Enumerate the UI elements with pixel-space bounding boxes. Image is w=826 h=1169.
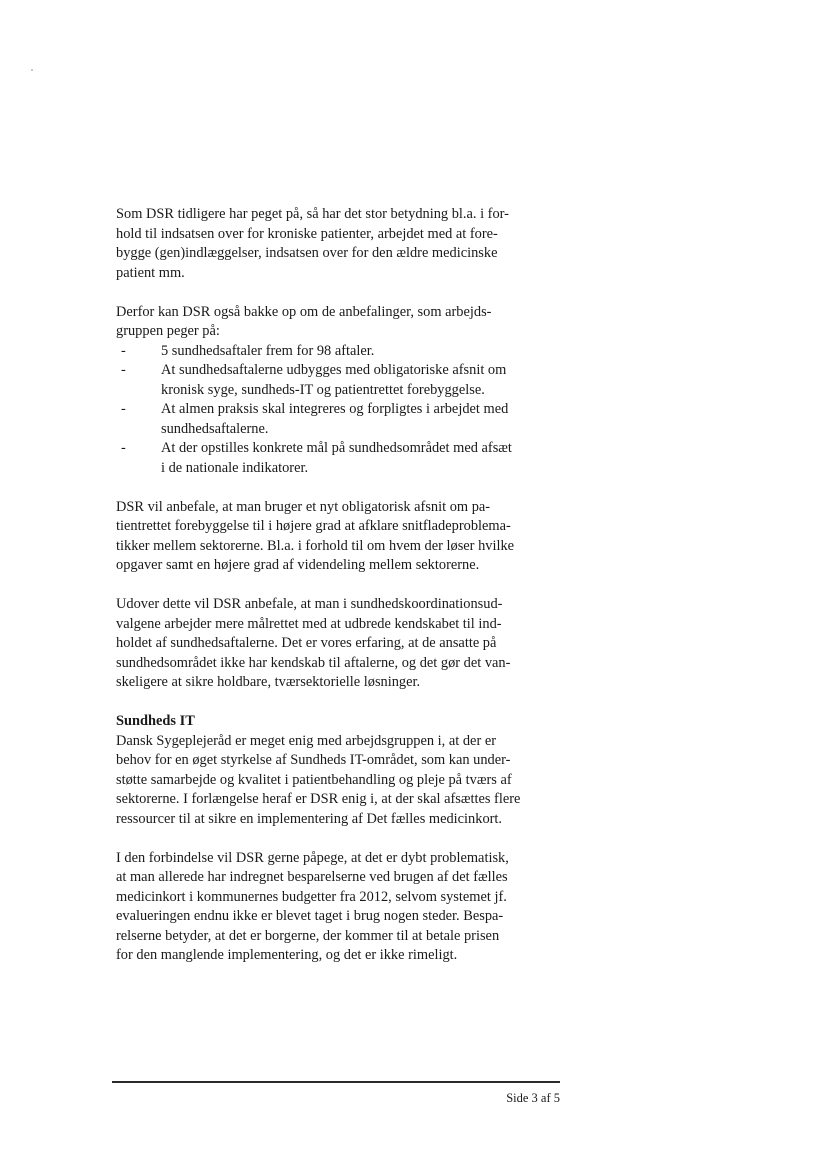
list-item-text: At almen praksis skal integreres og forpligtes i arbejdet med (161, 401, 509, 417)
list-item (116, 400, 566, 439)
text-line: holdet af sundhedsaftalerne. Det er vores erfaring, at de ansatte på (116, 635, 497, 651)
list-item (116, 361, 566, 400)
paragraph-recommendations (116, 303, 566, 479)
paragraph-coordination (116, 595, 566, 693)
list-item-text: 5 sundhedsaftaler frem for 98 aftaler. (161, 342, 375, 359)
list-item-text: i de nationale indikatorer. (161, 459, 309, 476)
list-item (116, 342, 566, 362)
text-line: gruppen peger på: (116, 323, 220, 339)
text-line: hold til indsatsen over for kroniske patienter, arbejdet med at fore- (116, 225, 498, 242)
paragraph-prevention (116, 498, 566, 576)
list-item-text: kronisk syge, sundheds-IT og patientrettet forebyggelse. (161, 381, 485, 398)
text-line: tikker mellem sektorerne. Bl.a. i forhold til om hvem der løser hvilke (116, 537, 515, 554)
text-line: Derfor kan DSR også bakke op om de anbefalinger, som arbejds- (116, 303, 492, 320)
list-item-text: At der opstilles konkrete mål på sundhedsområdet med afsæt (161, 440, 512, 456)
text-line: opgaver samt en højere grad af videndeling mellem sektorerne. (116, 557, 480, 573)
section-sundheds-it (116, 712, 566, 829)
text-line: tientrettet forebyggelse til i højere grad at afklare snitfladeproblema- (116, 518, 511, 534)
text-line: valgene arbejder mere målrettet med at udbrede kendskabet til ind- (116, 615, 502, 632)
text-line: behov for en øget styrkelse af Sundheds IT-området, som kan under- (116, 752, 511, 768)
scan-speck (31, 69, 33, 71)
paragraph-medicinkort (116, 849, 566, 966)
text-line: patient mm. (116, 264, 185, 281)
page-number: Side 3 af 5 (506, 1091, 560, 1105)
bullet-dash: - (121, 342, 126, 359)
recommendation-list (116, 342, 566, 479)
text-line: skeligere at sikre holdbare, tværsektorielle løsninger. (116, 674, 421, 690)
text-line: Dansk Sygeplejeråd er meget enig med arbejdsgruppen i, at der er (116, 732, 497, 749)
bullet-dash: - (121, 440, 126, 456)
bullet-dash: - (121, 362, 126, 378)
text-line: I den forbindelse vil DSR gerne påpege, at det er dybt problematisk, (116, 849, 509, 866)
section-heading: Sundheds IT (116, 713, 195, 729)
text-line: DSR vil anbefale, at man bruger et nyt obligatorisk afsnit om pa- (116, 498, 491, 515)
text-line: Som DSR tidligere har peget på, så har det stor betydning bl.a. i for- (116, 206, 509, 222)
text-line: støtte samarbejde og kvalitet i patientbehandling og pleje på tværs af (116, 771, 512, 788)
bullet-dash: - (121, 401, 126, 417)
text-line: ressourcer til at sikre en implementering af Det fælles medicinkort. (116, 810, 503, 827)
text-line: sundhedsområdet ikke har kendskab til aftalerne, og det gør det van- (116, 654, 511, 671)
list-item-text: sundhedsaftalerne. (161, 420, 269, 437)
paragraph-intro (116, 205, 566, 283)
text-line: Udover dette vil DSR anbefale, at man i sundhedskoordinationsud- (116, 596, 503, 612)
document-body (116, 205, 566, 985)
text-line: at man allerede har indregnet besparelserne ved brugen af det fælles (116, 869, 508, 885)
text-line: evalueringen endnu ikke er blevet taget i brug nogen steder. Bespa- (116, 908, 504, 924)
text-line: for den manglende implementering, og det er ikke rimeligt. (116, 947, 458, 963)
text-line: sektorerne. I forlængelse heraf er DSR enig i, at der skal afsættes flere (116, 791, 521, 807)
list-item-text: At sundhedsaftalerne udbygges med obligatoriske afsnit om (161, 362, 507, 378)
list-item (116, 439, 566, 478)
text-line: relserne betyder, at det er borgerne, der kommer til at betale prisen (116, 927, 500, 944)
text-line: bygge (gen)indlæggelser, indsatsen over for den ældre medicinske (116, 245, 498, 261)
footer-divider (112, 1081, 560, 1083)
text-line: medicinkort i kommunernes budgetter fra 2012, selvom systemet jf. (116, 888, 507, 905)
